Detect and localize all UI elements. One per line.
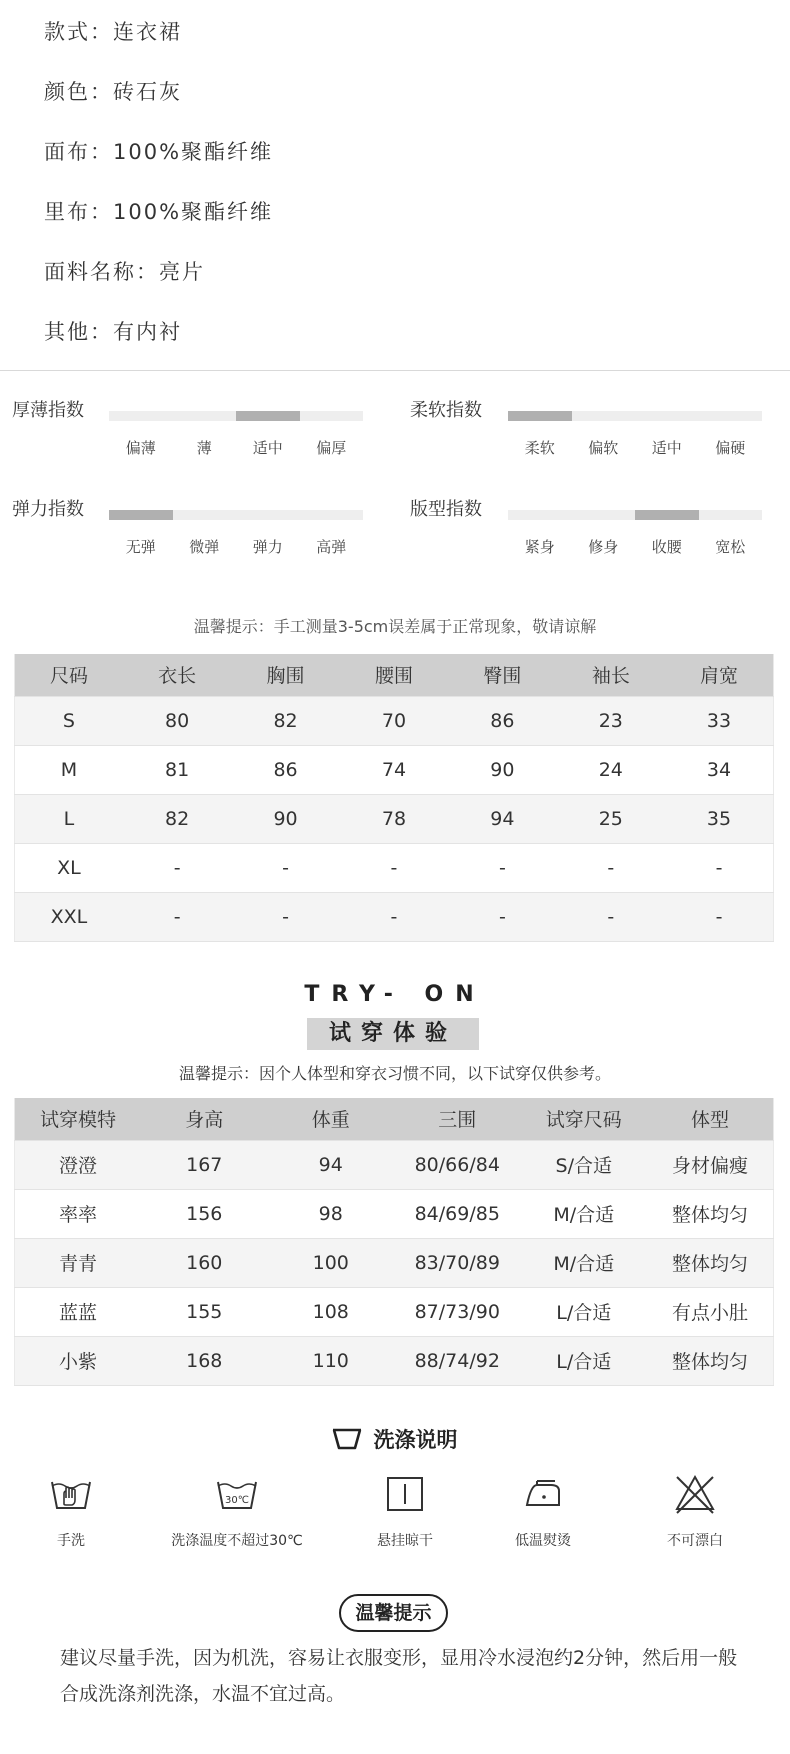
fit-index — [410, 498, 790, 568]
index-label: 柔软 — [524, 439, 555, 457]
tryon-tip: 温馨提示：因个人体型和穿衣习惯不同，以下试穿仅供参考。 — [178, 1064, 611, 1083]
table-cell: 率率 — [15, 1189, 142, 1238]
index-track — [109, 510, 363, 520]
spec-value: 连衣裙 — [113, 20, 182, 44]
spec-key: 其他： — [44, 320, 113, 344]
spec-row-other — [44, 312, 744, 372]
table-cell: - — [340, 843, 448, 892]
index-fill — [508, 411, 572, 421]
wash-item-label: 悬挂晾干 — [377, 1533, 433, 1549]
table-cell: 86 — [448, 696, 556, 745]
spec-key: 颜色： — [44, 80, 113, 104]
index-label: 弹力 — [252, 538, 283, 556]
header-cell: 试穿尺码 — [521, 1098, 648, 1140]
tryon-title-en: TRY- ON — [304, 982, 486, 1007]
index-label: 收腰 — [651, 538, 682, 556]
table-cell: 整体均匀 — [647, 1238, 774, 1287]
tryon-title-cn: 试穿体验 — [307, 1018, 479, 1050]
index-labels — [109, 437, 363, 457]
table-row — [15, 794, 774, 843]
spec-key: 款式： — [44, 20, 113, 44]
table-cell: L/合适 — [521, 1336, 648, 1385]
section-divider — [0, 370, 790, 371]
table-cell: 168 — [141, 1336, 268, 1385]
spec-value: 100%聚酯纤维 — [113, 140, 274, 164]
wash-30-icon-text: 30℃ — [225, 1495, 249, 1506]
table-cell: 82 — [231, 696, 339, 745]
spec-value: 有内衬 — [113, 320, 182, 344]
spec-value: 100%聚酯纤维 — [113, 200, 274, 224]
header-cell: 袖长 — [557, 654, 665, 696]
table-cell: 整体均匀 — [647, 1336, 774, 1385]
index-label: 高弹 — [316, 538, 347, 556]
spec-value: 亮片 — [159, 260, 205, 284]
index-fill — [236, 411, 300, 421]
table-cell: 84/69/85 — [394, 1189, 521, 1238]
index-title: 弹力指数 — [12, 499, 84, 520]
table-cell: - — [231, 843, 339, 892]
table-cell: 86 — [231, 745, 339, 794]
spec-row-fabric-name — [44, 252, 744, 312]
table-cell: 100 — [268, 1238, 395, 1287]
wash-item-hang-dry — [330, 1470, 480, 1550]
table-row — [15, 1336, 774, 1385]
table-cell: - — [557, 892, 665, 941]
no-bleach-icon — [673, 1473, 717, 1515]
table-cell: 70 — [340, 696, 448, 745]
table-cell: 81 — [123, 745, 231, 794]
index-label: 宽松 — [715, 538, 746, 556]
table-row — [15, 1140, 774, 1189]
table-cell: - — [557, 843, 665, 892]
spec-value: 砖石灰 — [113, 80, 182, 104]
thickness-index — [12, 399, 392, 469]
header-cell: 尺码 — [15, 654, 123, 696]
table-cell: S — [15, 696, 123, 745]
header-cell: 肩宽 — [665, 654, 773, 696]
softness-index — [410, 399, 790, 469]
table-cell: 87/73/90 — [394, 1287, 521, 1336]
table-row — [15, 1189, 774, 1238]
header-cell: 胸围 — [231, 654, 339, 696]
index-label: 偏硬 — [715, 439, 746, 457]
table-cell: L — [15, 794, 123, 843]
table-cell: - — [231, 892, 339, 941]
index-fill — [109, 510, 173, 520]
index-label: 微弹 — [189, 538, 220, 556]
table-cell: M — [15, 745, 123, 794]
table-cell: 94 — [448, 794, 556, 843]
table-cell: 167 — [141, 1140, 268, 1189]
tryon-table — [14, 1098, 774, 1386]
table-cell: - — [448, 843, 556, 892]
table-row — [15, 843, 774, 892]
spec-row-outer-fabric — [44, 132, 744, 192]
table-cell: 155 — [141, 1287, 268, 1336]
table-cell: 蓝蓝 — [15, 1287, 142, 1336]
table-row — [15, 1287, 774, 1336]
table-cell: M/合适 — [521, 1189, 648, 1238]
table-cell: 110 — [268, 1336, 395, 1385]
spec-row-style — [44, 12, 744, 72]
wash-30-icon — [215, 1476, 259, 1512]
table-cell: 23 — [557, 696, 665, 745]
table-cell: - — [665, 892, 773, 941]
table-cell: 小紫 — [15, 1336, 142, 1385]
wash-item-hand-wash — [0, 1470, 146, 1550]
table-row — [15, 892, 774, 941]
table-cell: XL — [15, 843, 123, 892]
low-iron-icon — [521, 1479, 565, 1509]
table-row — [15, 1238, 774, 1287]
table-cell: 88/74/92 — [394, 1336, 521, 1385]
table-cell: 108 — [268, 1287, 395, 1336]
index-label: 偏软 — [588, 439, 619, 457]
wash-item-low-iron — [468, 1470, 618, 1550]
table-row — [15, 745, 774, 794]
table-cell: S/合适 — [521, 1140, 648, 1189]
wash-basin-icon — [332, 1426, 362, 1452]
table-cell: - — [665, 843, 773, 892]
header-cell: 衣长 — [123, 654, 231, 696]
index-label: 偏厚 — [316, 439, 347, 457]
table-cell: 澄澄 — [15, 1140, 142, 1189]
product-specs — [44, 12, 744, 372]
wash-item-label: 洗涤温度不超过30℃ — [171, 1533, 303, 1549]
spec-key: 面布： — [44, 140, 113, 164]
index-label: 修身 — [588, 538, 619, 556]
warm-tip-text: 建议尽量手洗，因为机洗，容易让衣服变形，显用冷水浸泡约2分钟，然后用一般合成洗涤剂洗涤，水温不宜过高。 — [60, 1647, 738, 1705]
washing-title — [0, 1424, 790, 1456]
spec-key: 面料名称： — [44, 260, 159, 284]
elasticity-index — [12, 498, 392, 568]
index-track — [508, 510, 762, 520]
index-label: 适中 — [252, 439, 283, 457]
warm-tip-badge: 温馨提示 — [339, 1594, 448, 1632]
header-cell: 臀围 — [448, 654, 556, 696]
table-cell: 34 — [665, 745, 773, 794]
table-cell: 94 — [268, 1140, 395, 1189]
table-cell: 25 — [557, 794, 665, 843]
size-table — [14, 654, 774, 942]
index-label: 偏薄 — [125, 439, 156, 457]
table-cell: XXL — [15, 892, 123, 941]
header-cell: 三围 — [394, 1098, 521, 1140]
wash-item-label: 手洗 — [57, 1533, 85, 1549]
index-title: 版型指数 — [410, 499, 482, 520]
table-cell: 有点小肚 — [647, 1287, 774, 1336]
index-label: 紧身 — [524, 538, 555, 556]
table-cell: 98 — [268, 1189, 395, 1238]
table-cell: 33 — [665, 696, 773, 745]
table-cell: 整体均匀 — [647, 1189, 774, 1238]
table-cell: 90 — [231, 794, 339, 843]
table-cell: 80/66/84 — [394, 1140, 521, 1189]
table-cell: 156 — [141, 1189, 268, 1238]
index-label: 薄 — [196, 439, 212, 457]
index-label: 无弹 — [125, 538, 156, 556]
wash-item-label: 低温熨烫 — [515, 1533, 571, 1549]
hang-dry-icon — [385, 1475, 425, 1513]
table-cell: - — [123, 892, 231, 941]
header-cell: 身高 — [141, 1098, 268, 1140]
table-cell: 82 — [123, 794, 231, 843]
index-title: 厚薄指数 — [12, 400, 84, 421]
table-row — [15, 696, 774, 745]
hand-wash-icon — [49, 1476, 93, 1512]
header-cell: 腰围 — [340, 654, 448, 696]
index-fill — [635, 510, 699, 520]
index-labels — [109, 536, 363, 556]
table-cell: - — [123, 843, 231, 892]
table-cell: 74 — [340, 745, 448, 794]
table-cell: 90 — [448, 745, 556, 794]
wash-item-label: 不可漂白 — [667, 1533, 723, 1549]
table-cell: 24 — [557, 745, 665, 794]
table-cell: 80 — [123, 696, 231, 745]
spec-row-color — [44, 72, 744, 132]
table-cell: - — [448, 892, 556, 941]
index-track — [109, 411, 363, 421]
table-cell: 78 — [340, 794, 448, 843]
wash-item-30-degree — [162, 1470, 312, 1550]
washing-title-text: 洗涤说明 — [373, 1428, 458, 1452]
index-track — [508, 411, 762, 421]
size-table-header — [15, 654, 774, 696]
spec-row-lining — [44, 192, 744, 252]
spec-key: 里布： — [44, 200, 113, 224]
index-labels — [508, 437, 762, 457]
table-cell: 160 — [141, 1238, 268, 1287]
tryon-table-header — [15, 1098, 774, 1140]
table-cell: M/合适 — [521, 1238, 648, 1287]
table-cell: 身材偏瘦 — [647, 1140, 774, 1189]
table-cell: L/合适 — [521, 1287, 648, 1336]
wash-item-no-bleach — [620, 1470, 770, 1550]
table-cell: - — [340, 892, 448, 941]
index-label: 适中 — [651, 439, 682, 457]
measurement-tip: 温馨提示：手工测量3-5cm误差属于正常现象，敬请谅解 — [193, 617, 597, 636]
header-cell: 试穿模特 — [15, 1098, 142, 1140]
table-cell: 35 — [665, 794, 773, 843]
index-title: 柔软指数 — [410, 400, 482, 421]
index-labels — [508, 536, 762, 556]
table-cell: 青青 — [15, 1238, 142, 1287]
table-cell: 83/70/89 — [394, 1238, 521, 1287]
header-cell: 体型 — [647, 1098, 774, 1140]
header-cell: 体重 — [268, 1098, 395, 1140]
